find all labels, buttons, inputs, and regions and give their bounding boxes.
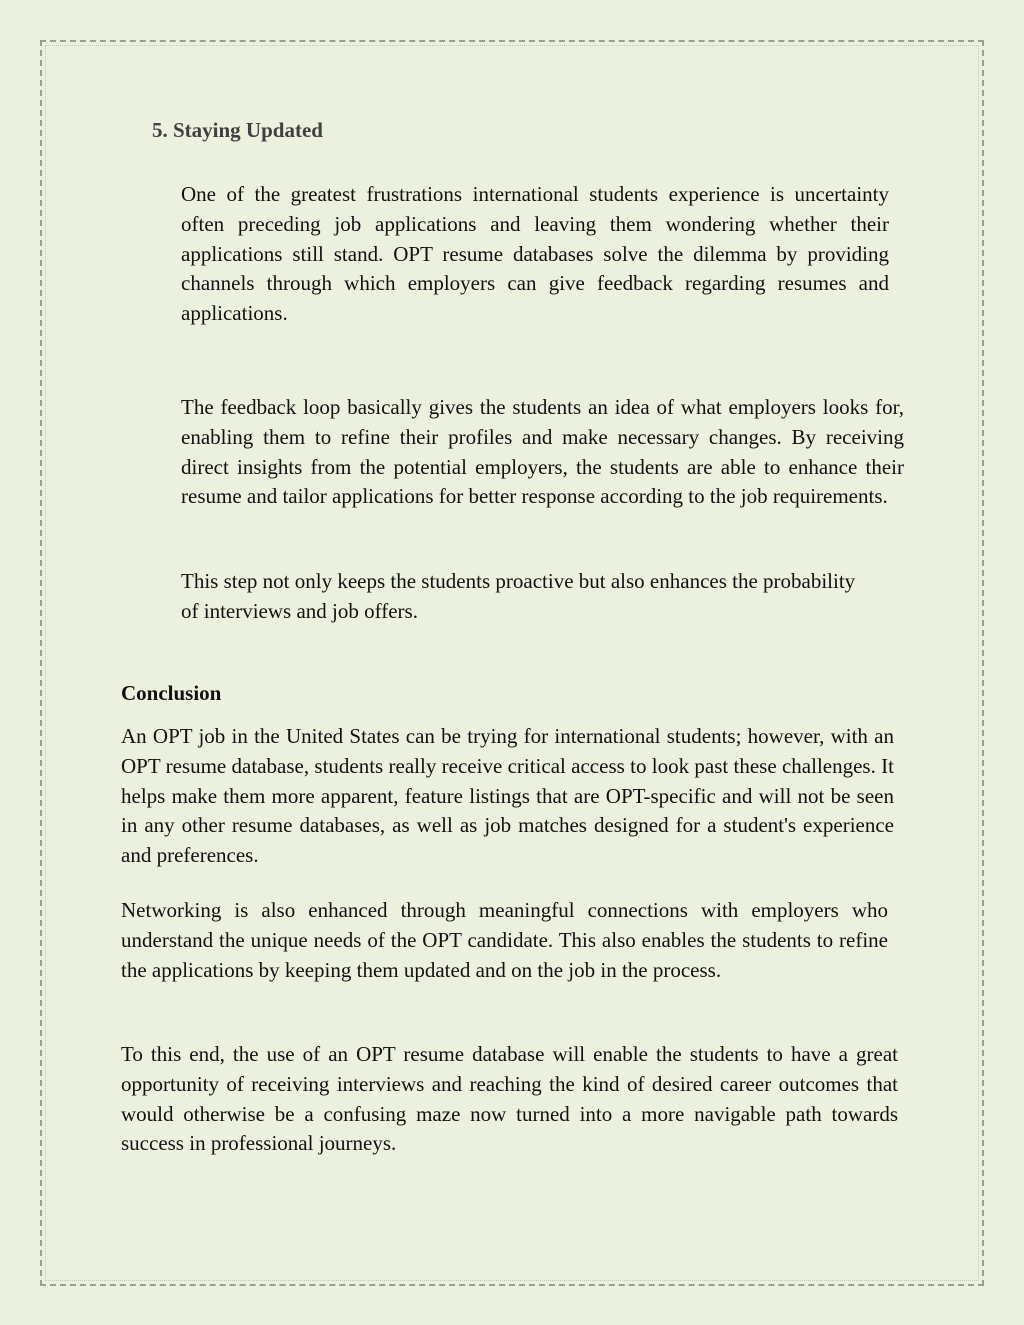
conclusion-paragraph-3: To this end, the use of an OPT resume database will enable the students to have a great opportunity of receiving interviews and reaching the kind of desired career outcomes that would otherwise be a confusing maze now turned into a more navigable path towards success in professional journeys. xyxy=(121,1042,898,1156)
staying-updated-paragraph-2: The feedback loop basically gives the students an idea of what employers looks for, enabling them to refine their profiles and make necessary changes. By receiving direct insights from the potential employers, the students are able to enhance their resume and tailor applications for better response according to the job requirements. xyxy=(181,395,904,509)
conclusion-paragraph-2: Networking is also enhanced through meaningful connections with employers who understand the unique needs of the OPT candidate. This also enables the students to refine the applications by keeping them updated and on the job in the process. xyxy=(121,898,888,982)
section-heading-staying-updated: 5. Staying Updated xyxy=(152,118,323,142)
conclusion-paragraph-1: An OPT job in the United States can be trying for international students; however, with an OPT resume database, students really receive critical access to look past these challenges. It helps make them more apparent, feature listings that are OPT-specific and will not be seen in any other resume databases, as well as job matches designed for a student's experience and preferences. xyxy=(121,724,894,868)
staying-updated-paragraph-1: One of the greatest frustrations international students experience is uncertainty often preceding job applications and leaving them wondering whether their applications still stand. OPT resume databases solve the dilemma by providing channels through which employers can give feedback regarding resumes and applications. xyxy=(181,182,889,326)
staying-updated-paragraph-3: This step not only keeps the students proactive but also enhances the probability of interviews and job offers. xyxy=(181,569,856,623)
conclusion-heading: Conclusion xyxy=(121,681,222,705)
